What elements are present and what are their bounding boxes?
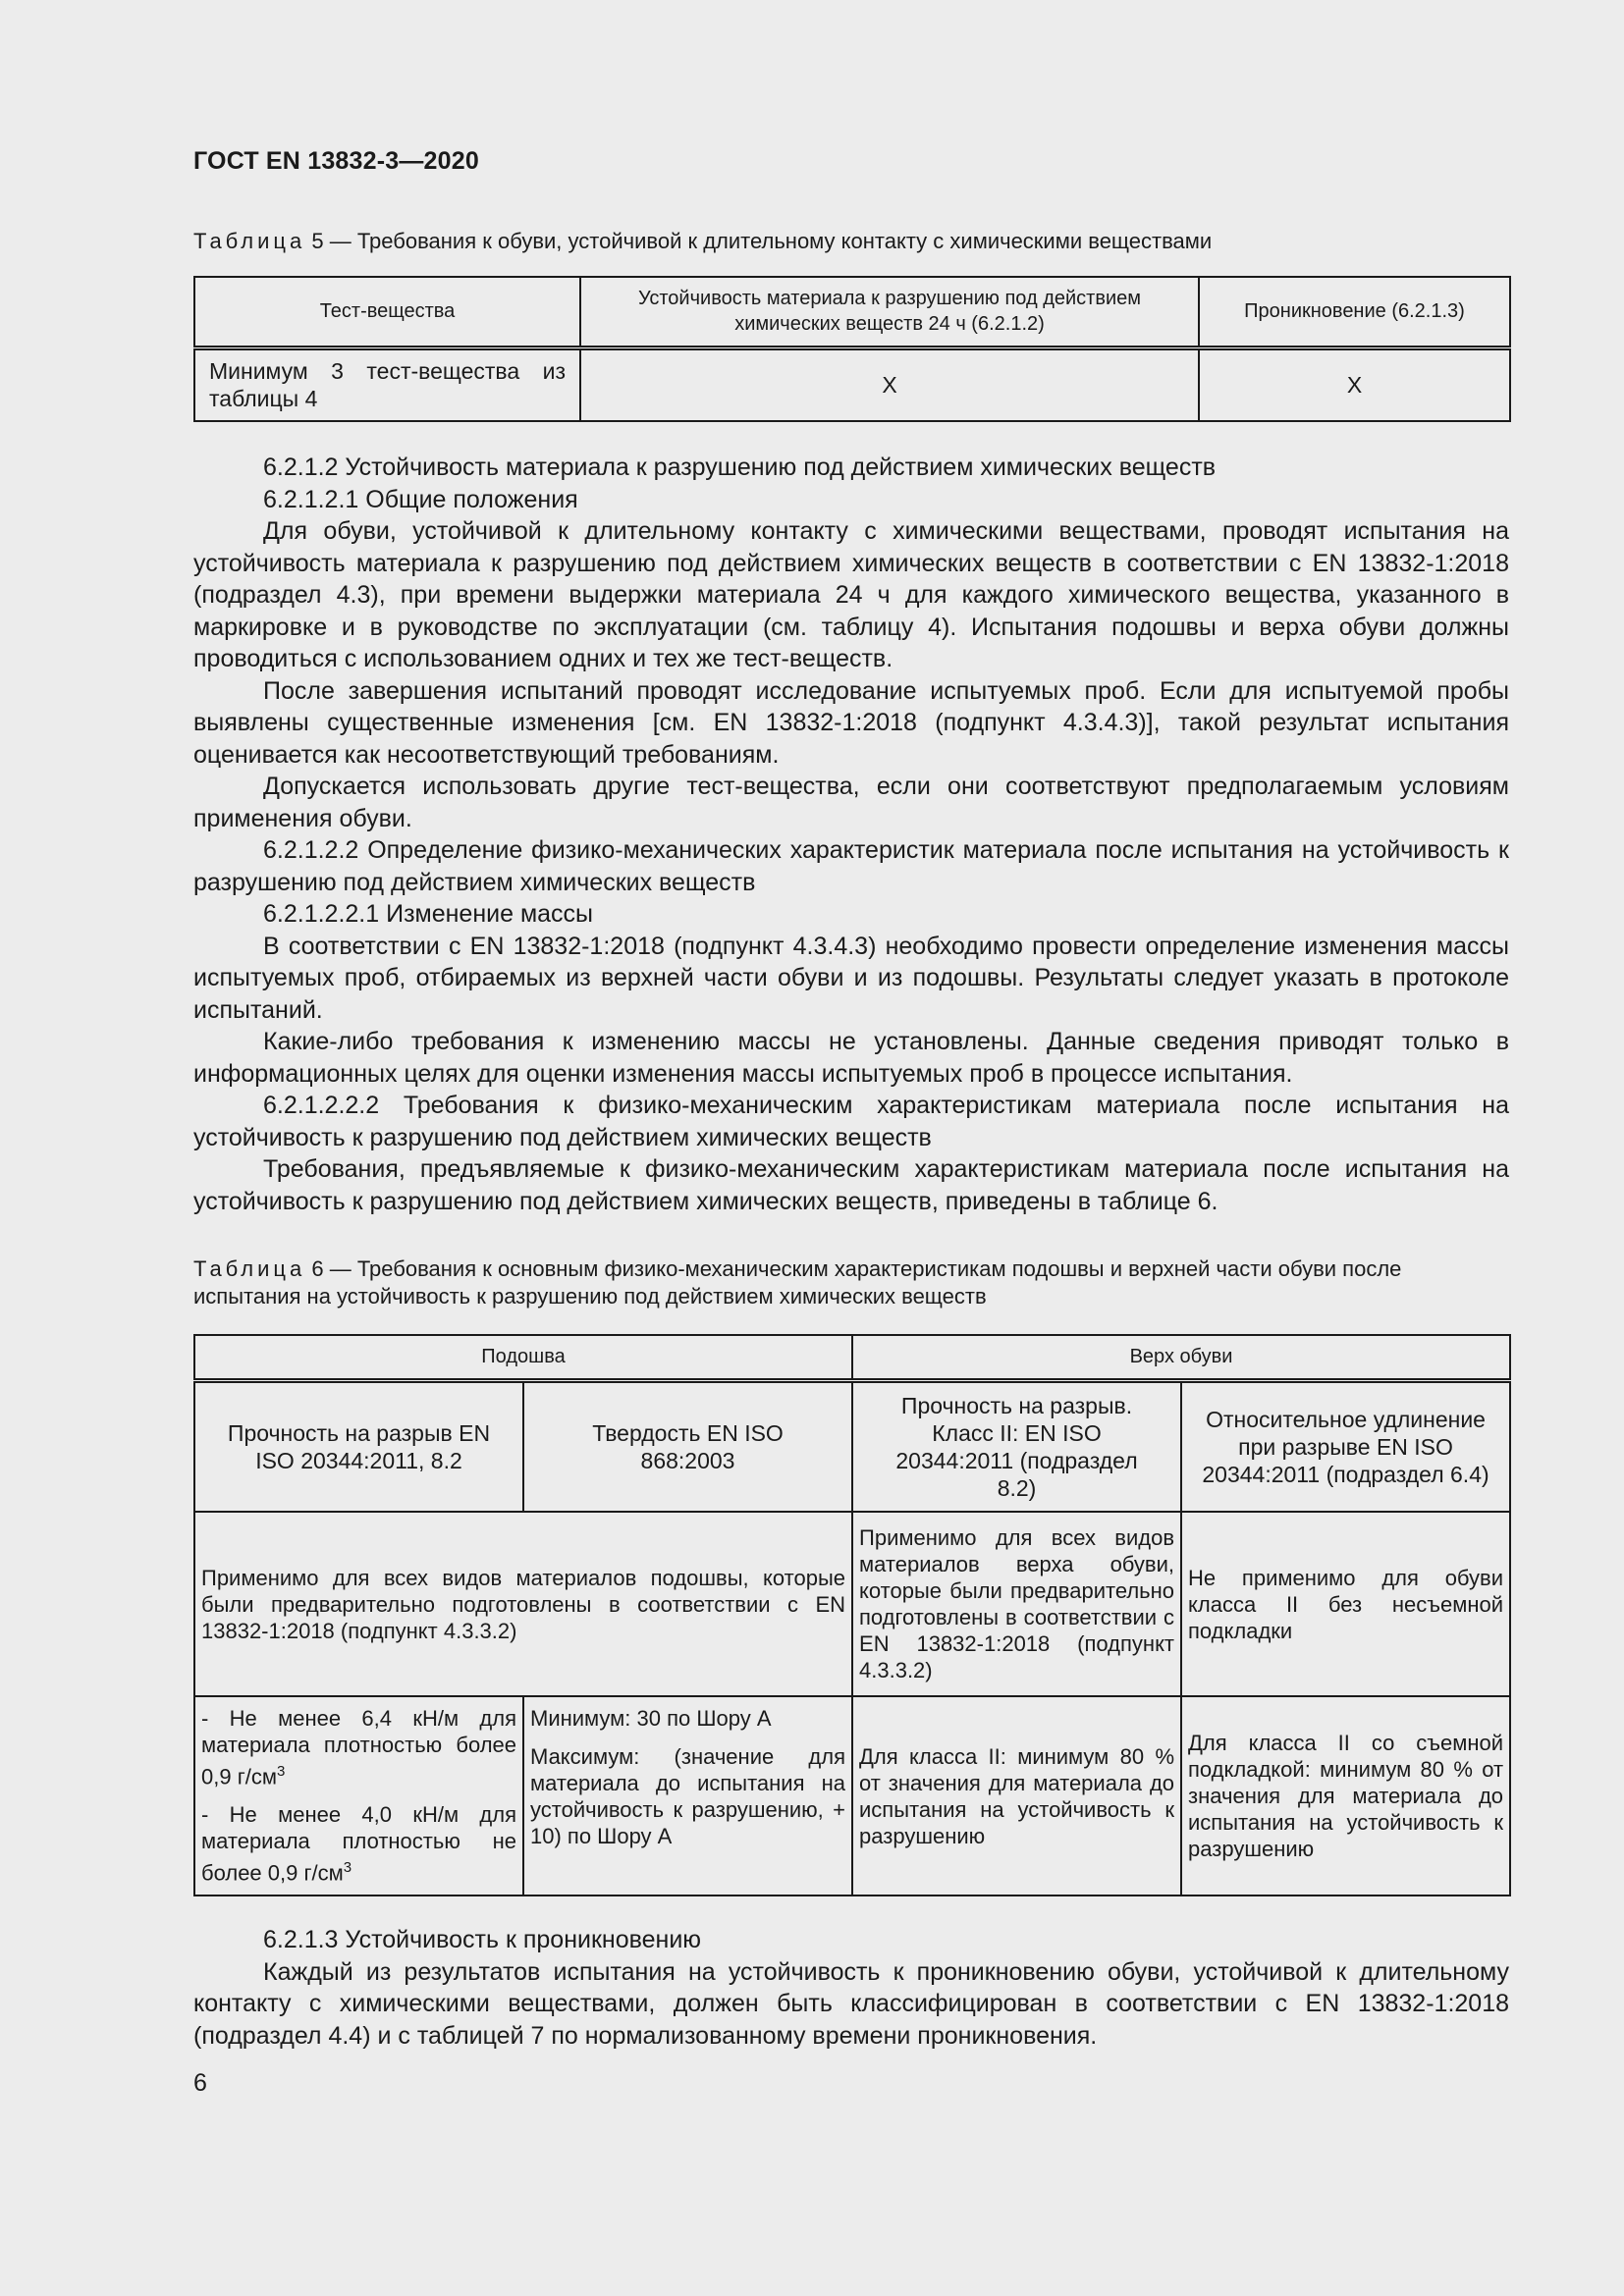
table5 xyxy=(193,276,1511,422)
table6-caption xyxy=(193,1255,1509,1310)
table6-applicability-row xyxy=(194,1512,1510,1696)
superscript: 3 xyxy=(343,1859,352,1877)
table6 xyxy=(193,1334,1511,1896)
table6-cell: Для класса II со съемной подкладкой: минимум 80 % от значения для материала до испытания на устойчивость к разрушению xyxy=(1181,1696,1510,1896)
table6-caption-label: Таблица xyxy=(193,1256,306,1281)
page-number: 6 xyxy=(193,2069,207,2097)
paragraph: Требования, предъявляемые к физико-механическим характеристикам материала после испытания на устойчивость к разрушению под действием химических веществ, приведены в таблице 6. xyxy=(193,1155,1509,1215)
table6-cell: Применимо для всех видов материалов верха обуви, которые были предварительно подготовлены в соответствии с EN 13832-1:2018 (подпункт 4.3.3.2) xyxy=(852,1512,1181,1696)
table6-group-cell: Подошва xyxy=(194,1335,852,1380)
table5-header-cell: Проникновение (6.2.1.3) xyxy=(1199,277,1510,347)
requirement-item xyxy=(201,1705,516,1789)
table6-cell xyxy=(523,1696,852,1896)
table6-header-row xyxy=(194,1380,1510,1512)
paragraph: Для обуви, устойчивой к длительному контакту с химическими веществами, проводят испытания на устойчивость материала к разрушению под действием химических веществ в соответствии с EN 13832-1:2018 (подраздел 4.3), при времени выдержки материала 24 ч для каждого химического вещества, указанного в маркировке и в руководстве по эксплуатации (см. таблицу 4). Испытания подошвы и верха обуви должны проводиться с использованием одних и тех же тест-веществ. xyxy=(193,517,1509,672)
table6-group-row xyxy=(194,1335,1510,1380)
paragraph: После завершения испытаний проводят исследование испытуемых проб. Если для испытуемой пробы выявлены существенные изменения [см. EN 13832-1:2018 (подпункт 4.3.4.3)], такой результат испытания оценивается как несоответствующий требованиям. xyxy=(193,676,1509,769)
paragraph: Допускается использовать другие тест-вещества, если они соответствуют предполагаемым условиям применения обуви. xyxy=(193,773,1509,832)
table5-row xyxy=(194,347,1510,421)
section-6-2-1-2 xyxy=(193,452,1509,1217)
table6-caption-text: 6 — Требования к основным физико-механическим характеристикам подошвы и верхней части обуви после испытания на устойчивость к разрушению под действием химических веществ xyxy=(193,1256,1402,1308)
table6-cell: Применимо для всех видов материалов подошвы, которые были предварительно подготовлены в соответствии с EN 13832-1:2018 (подпункт 4.3.3.2) xyxy=(194,1512,852,1696)
table5-caption-label: Таблица xyxy=(193,229,306,253)
table6-header-cell: Твердость EN ISO 868:2003 xyxy=(523,1380,852,1512)
table5-cell: Минимум 3 тест-вещества из таблицы 4 xyxy=(194,347,580,421)
table6-requirement-row xyxy=(194,1696,1510,1896)
table5-cell: X xyxy=(1199,347,1510,421)
table6-group-cell: Верх обуви xyxy=(852,1335,1510,1380)
paragraph: 6.2.1.3 Устойчивость к проникновению xyxy=(263,1926,702,1953)
requirement-item: Минимум: 30 по Шору A xyxy=(530,1706,772,1731)
paragraph: 6.2.1.2 Устойчивость материала к разрушению под действием химических веществ xyxy=(263,454,1217,481)
paragraph: В соответствии с EN 13832-1:2018 (подпункт 4.3.4.3) необходимо провести определение изменения массы испытуемых проб, отбираемых из верхней части обуви и из подошвы. Результаты следует указать в протоколе испытаний. xyxy=(193,932,1509,1024)
table6-header-cell: Относительное удлинение при разрыве EN ISO 20344:2011 (подраздел 6.4) xyxy=(1181,1380,1510,1512)
paragraph: Каждый из результатов испытания на устойчивость к проникновению обуви, устойчивой к длительному контакту с химическими веществами, должен быть классифицирован в соответствии с EN 13832-1:2018 (подраздел 4.4) и с таблицей 7 по нормализованному времени проникновения. xyxy=(193,1957,1509,2050)
paragraph: 6.2.1.2.1 Общие положения xyxy=(263,485,578,513)
section-6-2-1-3 xyxy=(193,1924,1509,2052)
requirement-item xyxy=(201,1801,516,1886)
paragraph: 6.2.1.2.2.2 Требования к физико-механическим характеристикам материала после испытания на устойчивость к разрушению под действием химических веществ xyxy=(193,1092,1509,1151)
table6-cell: Не применимо для обуви класса II без несъемной подкладки xyxy=(1181,1512,1510,1696)
requirement-text: - Не менее 4,0 кН/м для материала плотностью не более 0,9 г/см xyxy=(201,1802,516,1886)
table5-header-row xyxy=(194,277,1510,347)
table5-header-cell: Устойчивость материала к разрушению под действием химических веществ 24 ч (6.2.1.2) xyxy=(580,277,1199,347)
paragraph: 6.2.1.2.2 Определение физико-механических характеристик материала после испытания на устойчивость к разрушению под действием химических веществ xyxy=(193,836,1509,896)
table6-cell: Для класса II: минимум 80 % от значения для материала до испытания на устойчивость к разрушению xyxy=(852,1696,1181,1896)
requirement-text: - Не менее 6,4 кН/м для материала плотностью более 0,9 г/см xyxy=(201,1706,516,1789)
paragraph: 6.2.1.2.2.1 Изменение массы xyxy=(263,900,594,928)
table5-cell: X xyxy=(580,347,1199,421)
table6-cell xyxy=(194,1696,523,1896)
requirement-item: Максимум: (значение для материала до испытания на устойчивость к разрушению, + 10) по Шору A xyxy=(530,1744,846,1848)
document-header: ГОСТ EN 13832-3—2020 xyxy=(193,147,479,175)
superscript: 3 xyxy=(276,1763,286,1780)
paragraph: Какие-либо требования к изменению массы не установлены. Данные сведения приводят только в информационных целях для оценки изменения массы испытуемых проб в процессе испытания. xyxy=(193,1028,1509,1088)
table6-header-cell: Прочность на разрыв. Класс II: EN ISO 20344:2011 (подраздел 8.2) xyxy=(852,1380,1181,1512)
table5-caption xyxy=(193,228,1509,255)
table5-caption-text: 5 — Требования к обуви, устойчивой к длительному контакту с химическими веществами xyxy=(305,229,1213,253)
table6-header-cell: Прочность на разрыв EN ISO 20344:2011, 8.2 xyxy=(194,1380,523,1512)
table5-header-cell: Тест-вещества xyxy=(194,277,580,347)
